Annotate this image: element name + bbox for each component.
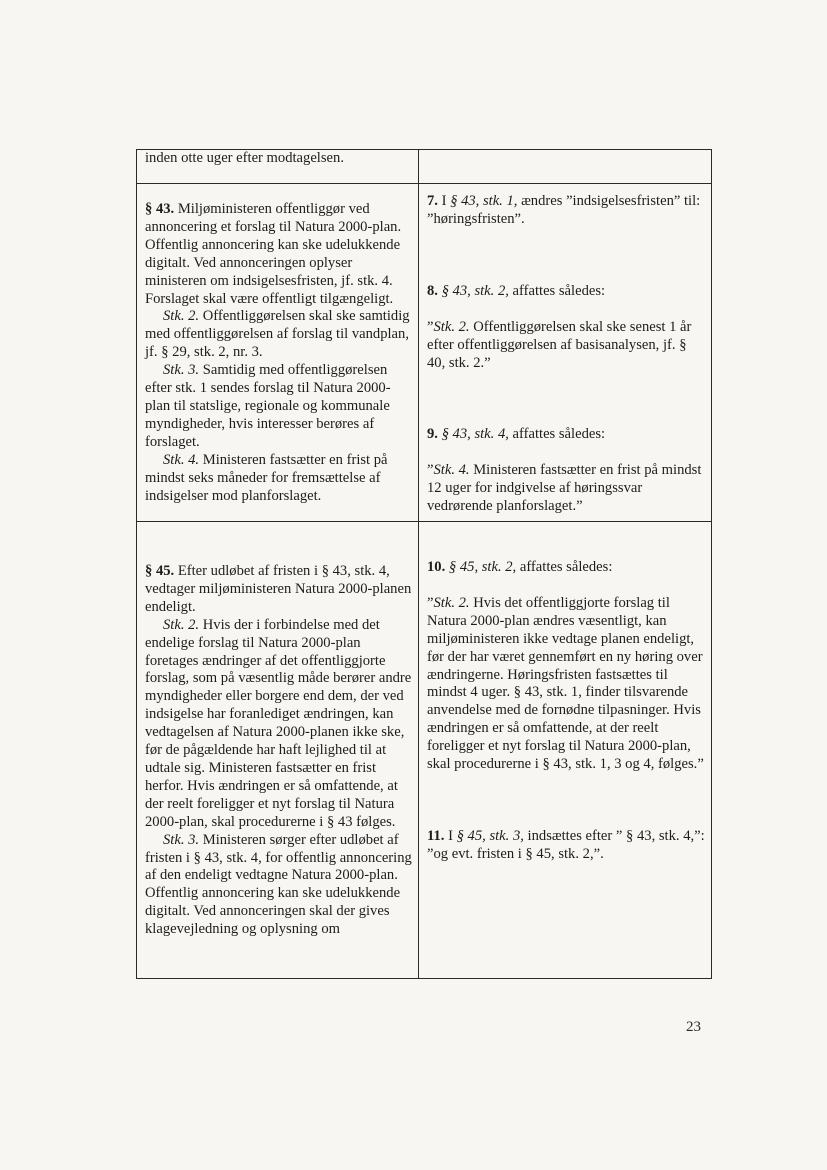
amendment-9: 9. § 43, stk. 4, affattes således: bbox=[427, 426, 606, 443]
amendment-cell bbox=[419, 184, 712, 522]
page-number: 23 bbox=[686, 1019, 701, 1035]
amendment-11: 11. I § 45, stk. 3, indsættes efter ” § 43, stk. 4,”: ”og evt. fristen i § 45, stk. 2,”. bbox=[427, 827, 705, 862]
amendment-10: 10. § 45, stk. 2, affattes således: bbox=[427, 559, 613, 575]
amendment-8: 8. § 43, stk. 2, affattes således: bbox=[427, 282, 606, 299]
stk-label: Stk. 3. bbox=[163, 831, 200, 848]
table-row bbox=[137, 522, 712, 979]
amendment-cell bbox=[419, 522, 712, 979]
amendment-7: 7. I § 43, stk. 1, ændres ”indsigelsesfristen” til: ”høringsfristen”. bbox=[427, 193, 701, 227]
table-row bbox=[137, 184, 712, 522]
current-law-cell bbox=[137, 522, 419, 979]
amendment-cell bbox=[419, 150, 712, 184]
current-law-cell bbox=[137, 150, 419, 184]
stk-3-paragraph: Stk. 3. Ministeren sørger efter udløbet af fristen i § 43, stk. 4, for offentlig annoncering af den endeligt vedtagne Natura 2000-plan. Offentlig annoncering kan ske udelukkende digitalt. Ved annonceringen skal der gives klagevejledning og oplysning om bbox=[145, 831, 412, 938]
law-comparison-table bbox=[136, 149, 712, 979]
section-45-paragraph: § 45. Efter udløbet af fristen i § 43, stk. 4, vedtager miljøministeren Natura 2000-planen endeligt. bbox=[145, 563, 412, 615]
section-43-paragraph: § 43. Miljøministeren offentliggør ved annoncering et forslag til Natura 2000-plan. Offentlig annoncering kan ske udelukkende digitalt. Ved annonceringen oplyser ministeren om indsigelsesfristen, jf. stk. 4. Forslaget skal være offentligt tilgængeligt. bbox=[145, 201, 402, 307]
stk-label: Stk. 4. bbox=[163, 451, 200, 468]
stk-label: Stk. 3. bbox=[163, 362, 200, 379]
current-law-cell bbox=[137, 184, 419, 522]
amendment-8-quote: ”Stk. 2. Offentliggørelsen skal ske senest 1 år efter offentliggørelsen af basisanalysen, jf. § 40, stk. 2.” bbox=[427, 318, 692, 371]
stk-4-paragraph: Stk. 4. Ministeren fastsætter en frist på mindst seks måneder for fremsættelse af indsigelser mod planforslaget. bbox=[145, 451, 388, 504]
amendment-10-quote: ”Stk. 2. Hvis det offentliggjorte forslag til Natura 2000-plan ændres væsentligt, kan miljøministeren ikke vedtage planen endeligt, før der har været gennemført en ny høring over ændringerne. Høringsfristen fastsættes til mindst 4 uger. § 43, stk. 1, finder tilsvarende anvendelse med de fornødne tilpasninger. Hvis ændringen er så omfattende, at der reelt foreligger et nyt forslag til Natura 2000-plan, skal procedurerne i § 43, stk. 1, 3 og 4, følges.” bbox=[427, 594, 704, 773]
section-number: § 43. bbox=[145, 201, 175, 217]
stk-2-paragraph: Stk. 2. Offentliggørelsen skal ske samtidig med offentliggørelsen af forslag til vandplan, jf. § 29, stk. 2, nr. 3. bbox=[145, 308, 410, 361]
stk-2-paragraph: Stk. 2. Hvis der i forbindelse med det endelige forslag til Natura 2000-plan foretages ændringer af det offentliggjorte forslag, som på væsentlig måde berører andre myndigheder eller borgere end dem, der ved indsigelse har foranlediget ændringen, kan vedtagelsen af Natura 2000-planen ikke ske, før de pågældende har haft lejlighed til at udtale sig. Ministeren fastsætter en frist herfor. Hvis ændringen er så omfattende, at der reelt foreligger et nyt forslag til Natura 2000-plan, skal procedurerne i § 43 følges. bbox=[145, 616, 412, 830]
section-number: § 45. bbox=[145, 563, 175, 579]
stk-label: Stk. 2. bbox=[163, 616, 200, 633]
table-row bbox=[137, 150, 712, 184]
current-law-text: inden otte uger efter modtagelsen. bbox=[145, 150, 344, 166]
stk-label: Stk. 2. bbox=[163, 308, 200, 325]
stk-3-paragraph: Stk. 3. Samtidig med offentliggørelsen efter stk. 1 sendes forslag til Natura 2000-plan til statslige, regionale og kommunale myndigheder, hvis interesser berøres af forslaget. bbox=[145, 362, 391, 450]
amendment-9-quote: ”Stk. 4. Ministeren fastsætter en frist på mindst 12 uger for indgivelse af høringssvar vedrørende planforslaget.” bbox=[427, 462, 702, 515]
